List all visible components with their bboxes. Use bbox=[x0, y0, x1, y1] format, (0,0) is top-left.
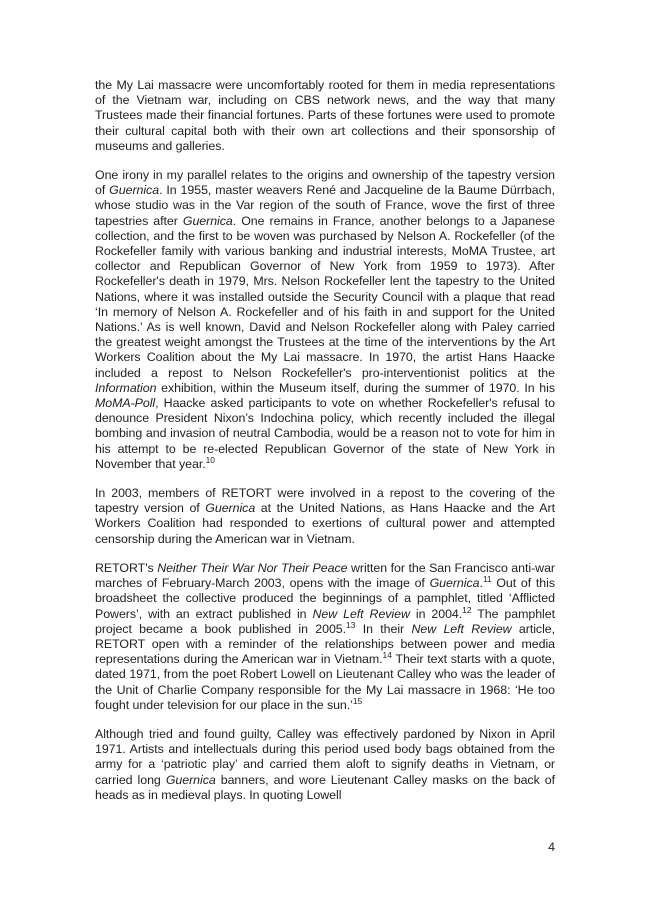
text-run: In their bbox=[355, 621, 412, 636]
body-text-column bbox=[95, 78, 555, 803]
body-paragraph bbox=[95, 78, 555, 154]
text-run: the My Lai massacre were uncomfortably rooted for them in media representations of the Vietnam war, including on CBS network news, and the way that many Trustees made their financial fortunes. Parts of these fortunes were used to promote their cultural capital both with their own art collections and their sponsorship of museums and galleries. bbox=[95, 78, 555, 153]
italic-title: New Left Review bbox=[411, 621, 512, 636]
footnote-marker: 10 bbox=[205, 454, 215, 465]
text-run: Their text starts with a quote, dated 1971, from the poet Robert Lowell on Lieutenant Calley who was the leader of the Unit of Charlie Company responsible for the My Lai massacre in 1968: ‘He too fought under television for our place in the sun.’ bbox=[95, 652, 555, 712]
text-run: In 2003, members of RETORT were involved in a repost to the covering of the tapestry version of bbox=[95, 486, 555, 516]
italic-title: Neither Their War Nor Their Peace bbox=[157, 560, 348, 575]
italic-title: Guernica bbox=[109, 183, 160, 198]
italic-title: Guernica bbox=[205, 501, 256, 516]
footnote-marker: 12 bbox=[462, 604, 472, 615]
italic-title: Guernica bbox=[429, 576, 480, 591]
text-run: . bbox=[479, 576, 483, 591]
text-run: at the United Nations, as Hans Haacke and the Art Workers Coalition had responded to exertions of cultural power and attempted censorship during the American war in Vietnam. bbox=[95, 501, 555, 546]
text-run: written for the San Francisco anti-war marches of February-March 2003, opens with the image of bbox=[95, 560, 555, 591]
footnote-marker: 13 bbox=[346, 619, 356, 630]
italic-title: New Left Review bbox=[312, 606, 410, 621]
text-run: , Haacke asked participants to vote on whether Rockefeller's refusal to denounce President Nixon’s Indochina policy, which recently included the illegal bombing and invasion of neutral Cambodia, would be a reason not to vote for him in his attempt to be re-elected Republican Governor of the state of New York in November that year. bbox=[95, 396, 555, 471]
text-run: Although tried and found guilty, Calley was effectively pardoned by Nixon in April 1971. Artists and intellectuals during this period used body bags obtained from the army for a ‘patriotic play’ and carried them aloft to signify deaths in Vietnam, or carried long bbox=[95, 726, 555, 787]
body-paragraph bbox=[95, 561, 555, 713]
text-run: in 2004. bbox=[409, 606, 463, 621]
text-run: article, RETORT open with a reminder of the relationships between power and media representations during the American war in Vietnam. bbox=[95, 621, 556, 667]
text-run: One irony in my parallel relates to the origins and ownership of the tapestry version of bbox=[95, 168, 555, 198]
footnote-marker: 14 bbox=[382, 649, 392, 660]
text-run: banners, and wore Lieutenant Calley masks on the back of heads as in medieval plays. In quoting Lowell bbox=[95, 772, 555, 802]
body-paragraph bbox=[95, 486, 555, 547]
text-run: . One remains in France, another belongs to a Japanese collection, and the first to be woven was purchased by Nelson A. Rockefeller (of the Rockefeller family with various banking and industrial interests, MoMA Trustee, art collector and Republican Governor of New York from 1959 to 1973). After Rockefeller's death in 1979, Mrs. Nelson Rockefeller lent the tapestry to the United Nations, where it was installed outside the Security Council with a plaque that read ‘In memory of Nelson A. Rockefeller and of his faith in and support for the United Nations.’ As is well known, David and Nelson Rockefeller along with Paley carried the greatest weight amongst the Trustees at the time of the interventions by the Art Workers Coalition about the My Lai massacre. In 1970, the artist Hans Haacke included a repost to Nelson Rockefeller's pro-interventionist politics at the bbox=[95, 213, 555, 380]
text-run: . In 1955, master weavers René and Jacqueline de la Baume Dürrbach, whose studio was in the Var region of the south of France, wove the first of three tapestries after bbox=[95, 183, 555, 228]
italic-title: Guernica bbox=[165, 772, 216, 787]
italic-title: MoMA-Poll bbox=[95, 396, 156, 411]
text-run: exhibition, within the Museum itself, during the summer of 1970. In his bbox=[156, 380, 555, 395]
italic-title: Information bbox=[95, 380, 157, 395]
body-paragraph bbox=[95, 168, 555, 472]
text-run: Out of this broadsheet the collective produced the beginnings of a pamphlet, titled ‘Afflicted Powers’, with an extract published in bbox=[95, 576, 555, 621]
page-number: 4 bbox=[548, 840, 555, 854]
footnote-marker: 11 bbox=[482, 573, 492, 584]
body-paragraph bbox=[95, 727, 555, 803]
text-run: The pamphlet project became a book published in 2005. bbox=[95, 606, 555, 636]
text-run: RETORT's bbox=[95, 560, 158, 575]
italic-title: Guernica bbox=[182, 213, 233, 228]
footnote-marker: 15 bbox=[352, 695, 363, 706]
